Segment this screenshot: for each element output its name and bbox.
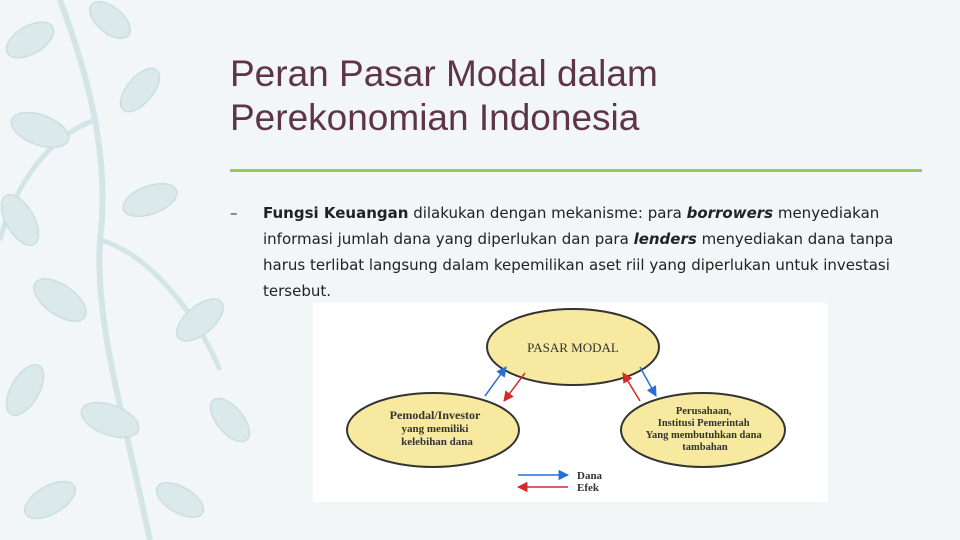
company-label-line: tambahan	[682, 442, 728, 453]
slide-title-line2: Perekonomian Indonesia	[230, 97, 640, 138]
slide-title	[230, 52, 930, 140]
dana-arrow-market-to-company	[640, 367, 656, 396]
title-underline-divider	[230, 169, 922, 172]
slide-title-line1: Peran Pasar Modal dalam	[230, 53, 658, 94]
dana-arrow-investor-to-market	[485, 367, 506, 396]
investor-label-line: kelebihan dana	[401, 436, 473, 448]
legend-dana-label: Dana	[577, 470, 603, 482]
bullet-text	[263, 200, 913, 304]
efek-arrow-market-to-investor	[504, 373, 525, 401]
bullet-text-part: menyediakan informasi jumlah dana yang diperlukan dan para	[263, 204, 880, 248]
investor-label-line: Pemodal/Investor	[389, 408, 481, 422]
company-label-line: Institusi Pemerintah	[657, 418, 750, 429]
company-label-line: Perusahaan,	[675, 406, 732, 417]
term-lenders: lenders	[633, 230, 697, 248]
capital-market-flow-diagram	[313, 303, 828, 502]
diagram-svg	[313, 303, 828, 502]
term-borrowers: borrowers	[686, 204, 774, 222]
investor-label	[390, 406, 485, 448]
investor-label-line: yang memiliki	[401, 423, 469, 435]
company-label-line: Yang membutuhkan dana	[645, 430, 762, 441]
efek-arrow-company-to-market	[623, 373, 640, 401]
bullet-text-part: menyediakan dana tanpa harus terlibat langsung dalam kepemilikan aset riil yang diperlukan untuk investasi tersebut.	[263, 230, 894, 300]
pasar-modal-label: PASAR MODAL	[527, 340, 619, 355]
legend-efek-label: Efek	[577, 482, 599, 494]
term-fungsi-keuangan: Fungsi Keuangan	[263, 204, 409, 222]
bullet-text-part: dilakukan dengan mekanisme: para	[408, 204, 687, 222]
bullet-marker: –	[230, 204, 238, 222]
